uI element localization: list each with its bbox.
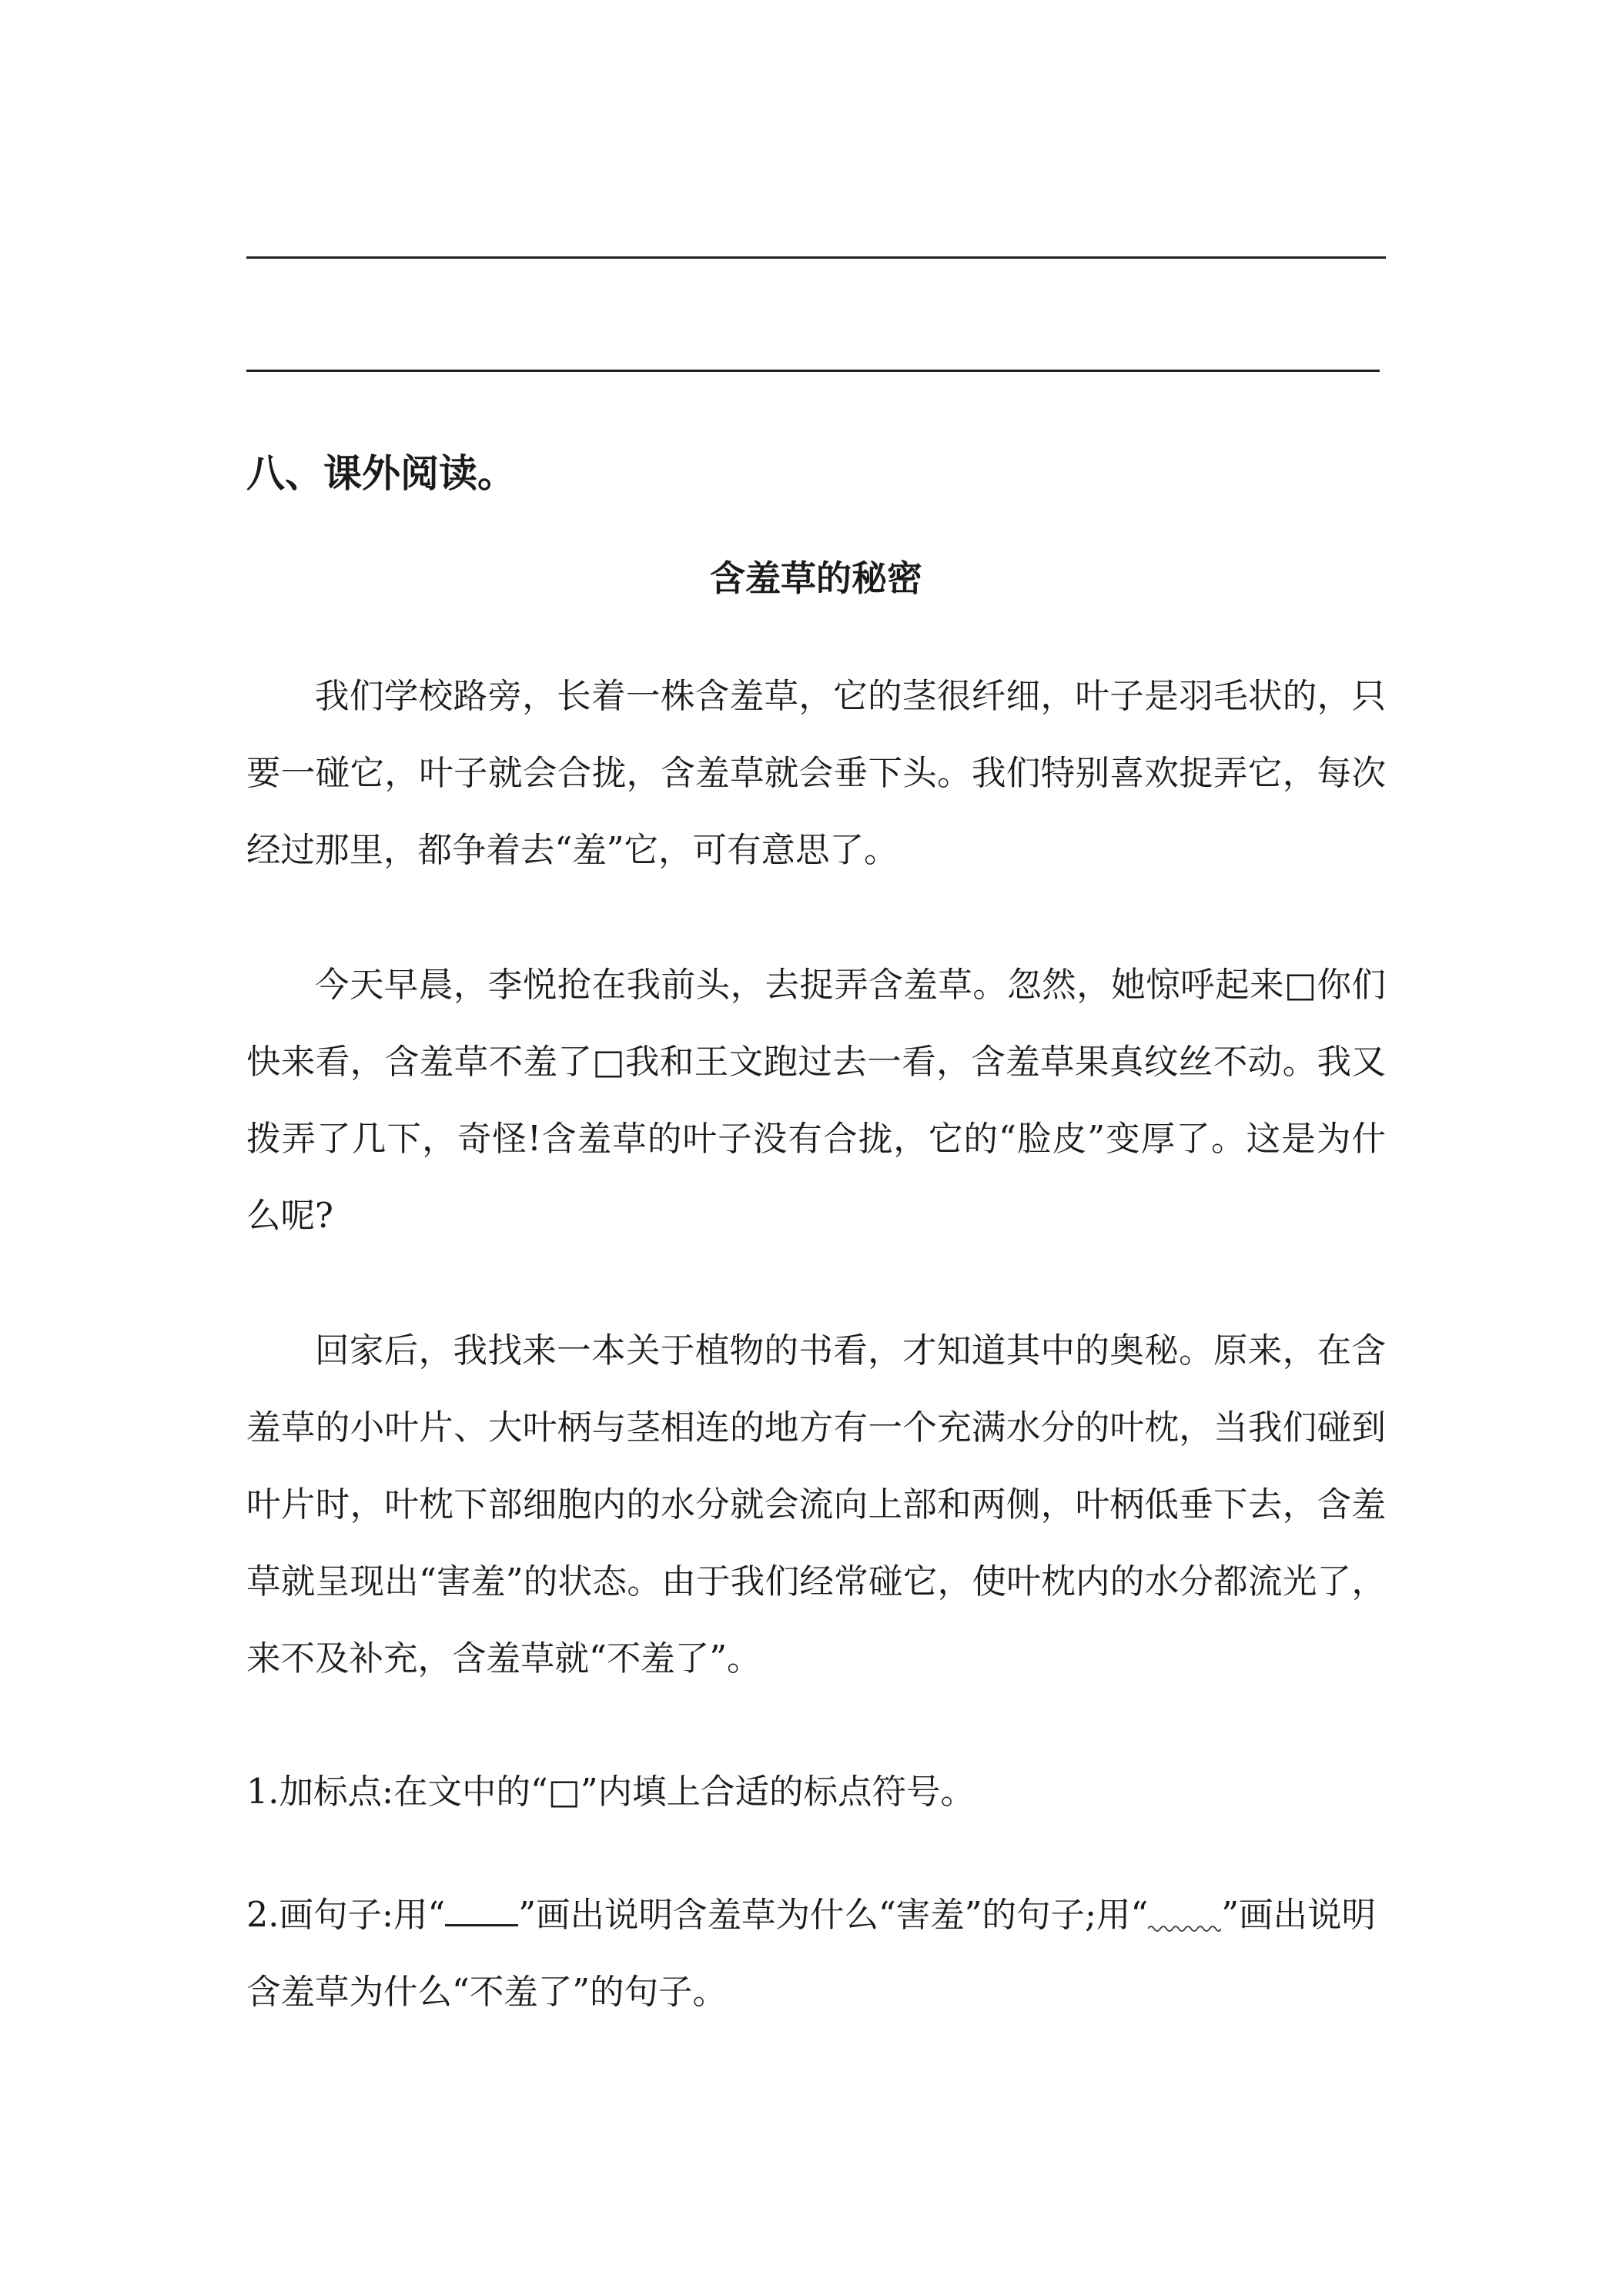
passage-paragraph-2: 今天早晨，李悦抢在我前头，去捉弄含羞草。忽然，她惊呼起来□你们快来看，含羞草不羞了□我和王文跑过去一看，含羞草果真纹丝不动。我又拨弄了几下，奇怪!含羞草的叶子没有合拢，它的“脸皮”变厚了。这是为什么呢? [246,966,1386,1236]
section-heading: 八、课外阅读。 [246,451,516,496]
answer-line-1 [246,256,1386,259]
question-2-text-start: 2.画句子:用“ [246,1896,446,1935]
passage-paragraph-1: 我们学校路旁，长着一株含羞草，它的茎很纤细，叶子是羽毛状的，只要一碰它，叶子就会合拢，含羞草就会垂下头。我们特别喜欢捉弄它，每次经过那里，都争着去“羞”它，可有意思了。 [246,677,1386,870]
question-2 [246,1877,1386,2031]
question-1: 1.加标点:在文中的“□”内填上合适的标点符号。 [246,1772,975,1812]
answer-line-2 [246,370,1380,372]
straight-underline-sample [445,1890,518,1926]
passage-paragraph-3: 回家后，我找来一本关于植物的书看，才知道其中的奥秘。原来，在含羞草的小叶片、大叶柄与茎相连的地方有一个充满水分的叶枕，当我们碰到叶片时，叶枕下部细胞内的水分就会流向上部和两侧，叶柄低垂下去，含羞草就呈现出“害羞”的状态。由于我们经常碰它，使叶枕内的水分都流光了，来不及补充，含羞草就“不羞了”。 [246,1331,1386,1678]
question-2-text-middle: ”画出说明含羞草为什么“害羞”的句子;用“ [518,1896,1149,1935]
question-2-text-end: ”画出说明含羞草为什么“不羞了”的句子。 [246,1896,1376,2012]
wavy-underline-sample [1148,1893,1221,1926]
passage-title: 含羞草的秘密 [710,557,922,599]
